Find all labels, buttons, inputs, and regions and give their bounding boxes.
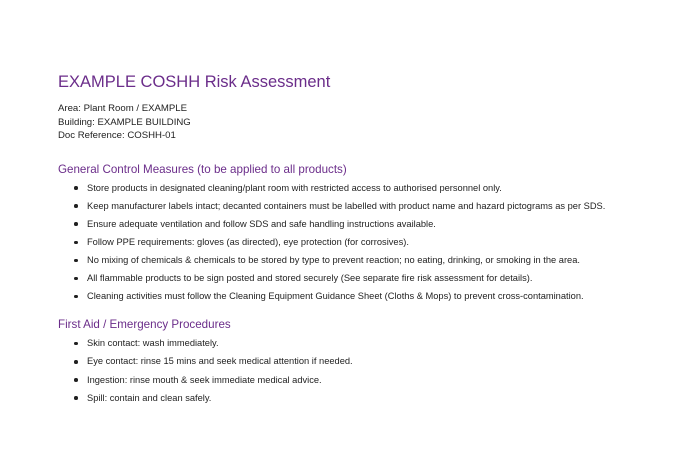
list-item <box>58 218 658 230</box>
meta-area: Area: Plant Room / EXAMPLE <box>58 103 188 114</box>
document-title: EXAMPLE COSHH Risk Assessment <box>58 73 331 91</box>
list-item <box>58 290 658 302</box>
list-item <box>58 392 658 404</box>
list-item <box>58 272 658 284</box>
list-item <box>58 374 658 386</box>
list-item-text: Ensure adequate ventilation and follow SDS and safe handling instructions available. <box>87 218 436 229</box>
bullet-icon <box>74 277 78 281</box>
document-content <box>58 72 658 410</box>
list-item-text: Spill: contain and clean safely. <box>87 392 212 403</box>
meta-building: Building: EXAMPLE BUILDING <box>58 116 191 128</box>
bullet-icon <box>74 259 78 263</box>
list-item-text: Follow PPE requirements: gloves (as directed), eye protection (for corrosives). <box>87 237 409 248</box>
list-item-text: No mixing of chemicals & chemicals to be stored by type to prevent reaction; no eating, drinking, or smoking in the area. <box>87 255 580 266</box>
list-item <box>58 337 658 349</box>
bullet-icon <box>74 222 78 226</box>
list-item <box>58 182 658 194</box>
section-heading-general-control: General Control Measures (to be applied to all products) <box>58 162 347 176</box>
list-item-text: Keep manufacturer labels intact; decanted containers must be labelled with product name and hazard pictograms as per SDS. <box>87 200 606 211</box>
bullet-icon <box>74 396 78 400</box>
list-item-text: Skin contact: wash immediately. <box>87 338 219 349</box>
list-item-text: Eye contact: rinse 15 mins and seek medical attention if needed. <box>87 356 353 367</box>
bullet-icon <box>74 295 78 299</box>
list-item <box>58 236 658 248</box>
list-item-text: Ingestion: rinse mouth & seek immediate medical advice. <box>87 374 322 385</box>
list-item-text: Store products in designated cleaning/plant room with restricted access to authorised personnel only. <box>87 182 502 193</box>
meta-doc-reference: Doc Reference: COSHH-01 <box>58 130 176 142</box>
first-aid-list <box>58 337 658 403</box>
bullet-icon <box>74 186 78 190</box>
bullet-icon <box>74 378 78 382</box>
bullet-icon <box>74 241 78 245</box>
bullet-icon <box>74 360 78 364</box>
bullet-icon <box>74 204 78 208</box>
general-control-list <box>58 182 658 303</box>
section-heading-first-aid: First Aid / Emergency Procedures <box>58 318 231 332</box>
document-meta <box>58 102 658 143</box>
list-item-text: Cleaning activities must follow the Cleaning Equipment Guidance Sheet (Cloths & Mops) to prevent cross-contamination. <box>87 291 584 302</box>
list-item <box>58 355 658 367</box>
list-item-text: All flammable products to be sign posted and stored securely (See separate fire risk assessment for details). <box>87 273 533 284</box>
list-item <box>58 254 658 266</box>
bullet-icon <box>74 342 78 346</box>
list-item <box>58 200 658 212</box>
